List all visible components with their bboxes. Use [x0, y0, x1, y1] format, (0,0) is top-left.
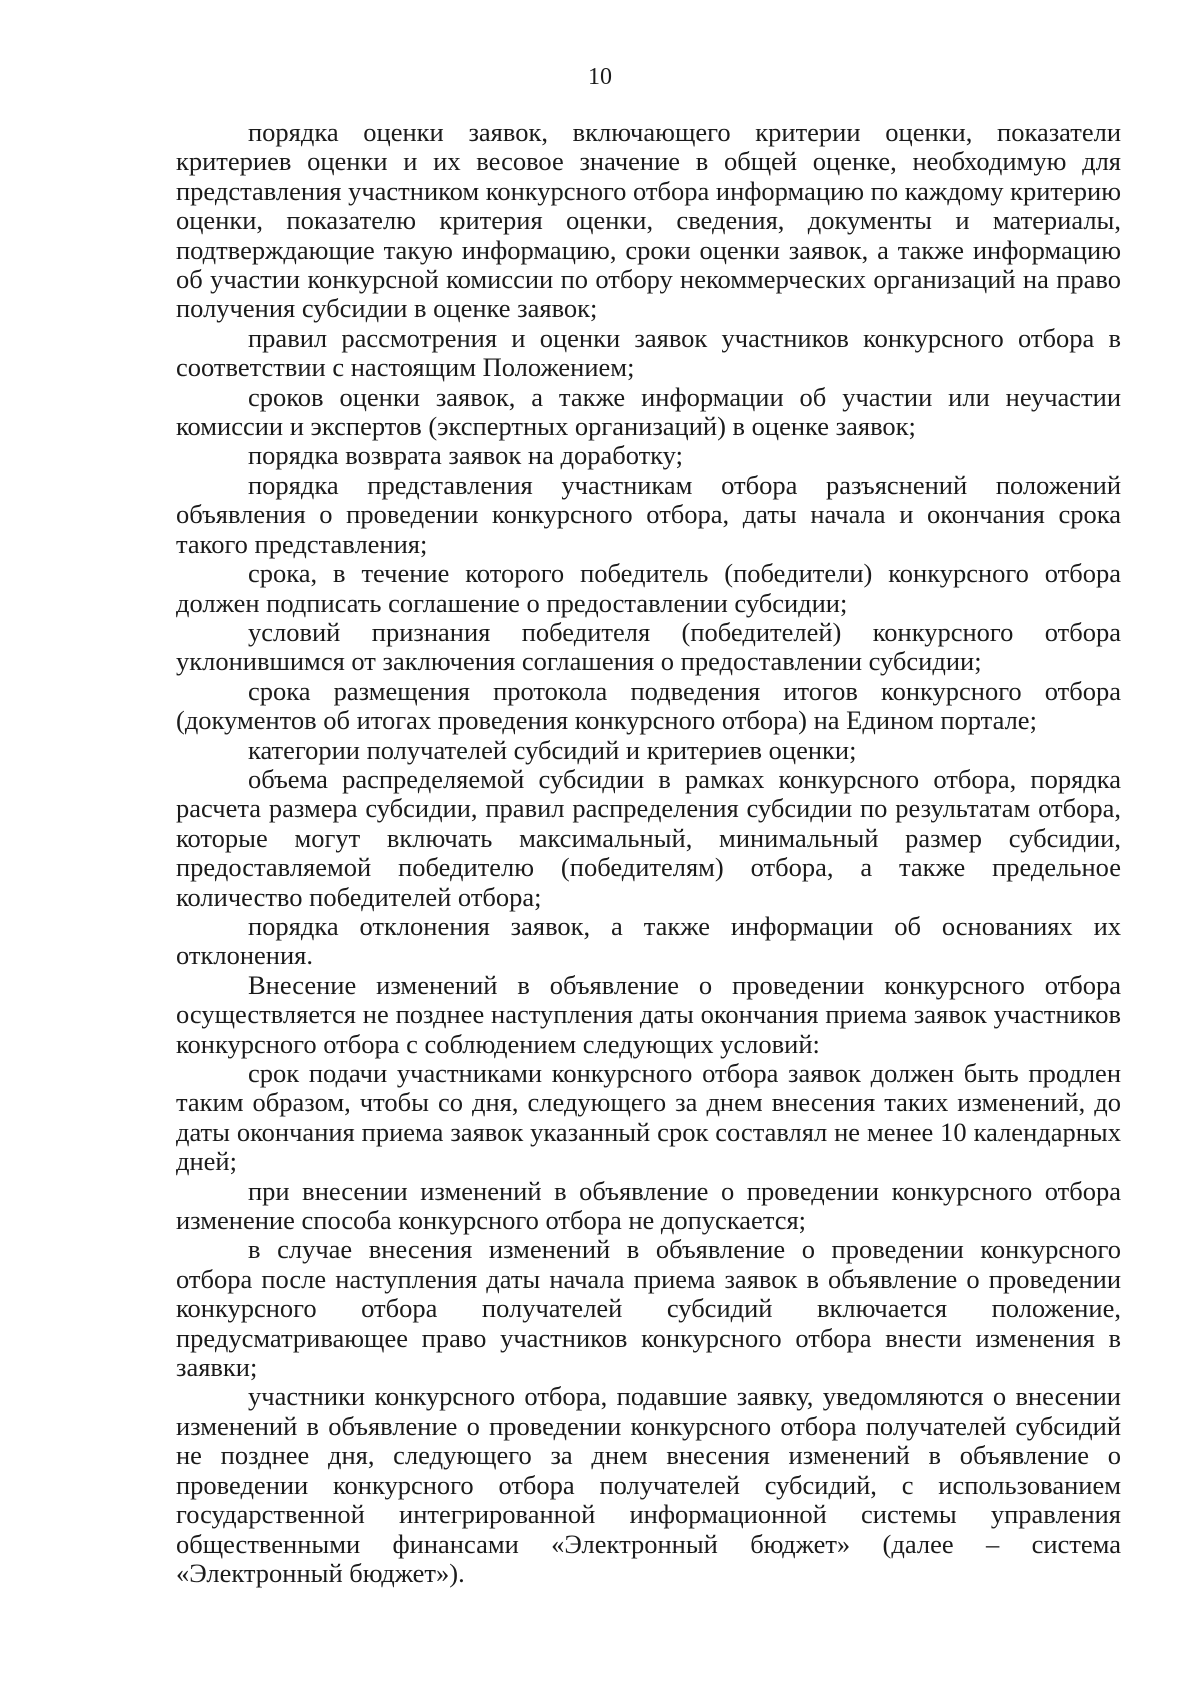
paragraph: порядка оценки заявок, включающего критерии оценки, показатели критериев оценки и их весовое значение в общей оценке, необходимую для представления участником конкурсного отбора информацию по каждому критерию оценки, показателю критерия оценки, сведения, документы и материалы, подтверждающие такую информацию, сроки оценки заявок, а также информацию об участии конкурсной комиссии по отбору некоммерческих организаций на право получения субсидии в оценке заявок;: [176, 117, 1122, 324]
paragraph: сроков оценки заявок, а также информации об участии или неучастии комиссии и экспертов (экспертных организаций) в оценке заявок;: [176, 381, 1121, 442]
paragraph: срока размещения протокола подведения итогов конкурсного отбора (документов об итогах проведения конкурсного отбора) на Едином портале;: [176, 675, 1121, 736]
paragraph: в случае внесения изменений в объявление о проведении конкурсного отбора после наступления даты начала приема заявок в объявление о проведении конкурсного отбора получателей субсидий включается положение, предусматривающее право участников конкурсного отбора внести изменения в заявки;: [176, 1234, 1121, 1383]
paragraph: порядка отклонения заявок, а также информации об основаниях их отклонения.: [176, 910, 1121, 971]
paragraph: категории получателей субсидий и критериев оценки;: [248, 734, 857, 765]
page-number: 10: [588, 64, 612, 90]
paragraph: срока, в течение которого победитель (победители) конкурсного отбора должен подписать соглашение о предоставлении субсидии;: [176, 558, 1121, 618]
document-body: [176, 118, 1121, 1588]
paragraph: правил рассмотрения и оценки заявок участников конкурсного отбора в соответствии с настоящим Положением;: [176, 322, 1121, 383]
paragraph: объема распределяемой субсидии в рамках конкурсного отбора, порядка расчета размера субсидии, правил распределения субсидии по результатам отбора, которые могут включать максимальный, минимальный размер субсидии, предоставляемой победителю (победителям) отбора, а также предельное количество победителей отбора;: [176, 763, 1121, 912]
paragraph: участники конкурсного отбора, подавшие заявку, уведомляются о внесении изменений в объявление о проведении конкурсного отбора получателей субсидий не позднее дня, следующего за днем внесения изменений в объявление о проведении конкурсного отбора получателей субсидий, с использованием государственной интегрированной информационной системы управления общественными финансами «Электронный бюджет» (далее – система «Электронный бюджет»).: [176, 1381, 1121, 1588]
paragraph: порядка представления участникам отбора разъяснений положений объявления о проведении конкурсного отбора, даты начала и окончания срока такого представления;: [176, 469, 1121, 559]
paragraph: срок подачи участниками конкурсного отбора заявок должен быть продлен таким образом, чтобы со дня, следующего за днем внесения таких изменений, до даты окончания приема заявок указанный срок составлял не менее 10 календарных дней;: [176, 1058, 1121, 1177]
paragraph: порядка возврата заявок на доработку;: [248, 440, 683, 471]
paragraph: Внесение изменений в объявление о проведении конкурсного отбора осуществляется не позднее наступления даты окончания приема заявок участников конкурсного отбора с соблюдением следующих условий:: [176, 969, 1121, 1059]
paragraph: условий признания победителя (победителей) конкурсного отбора уклонившимся от заключения соглашения о предоставлении субсидии;: [176, 616, 1121, 677]
paragraph: при внесении изменений в объявление о проведении конкурсного отбора изменение способа конкурсного отбора не допускается;: [176, 1175, 1121, 1236]
